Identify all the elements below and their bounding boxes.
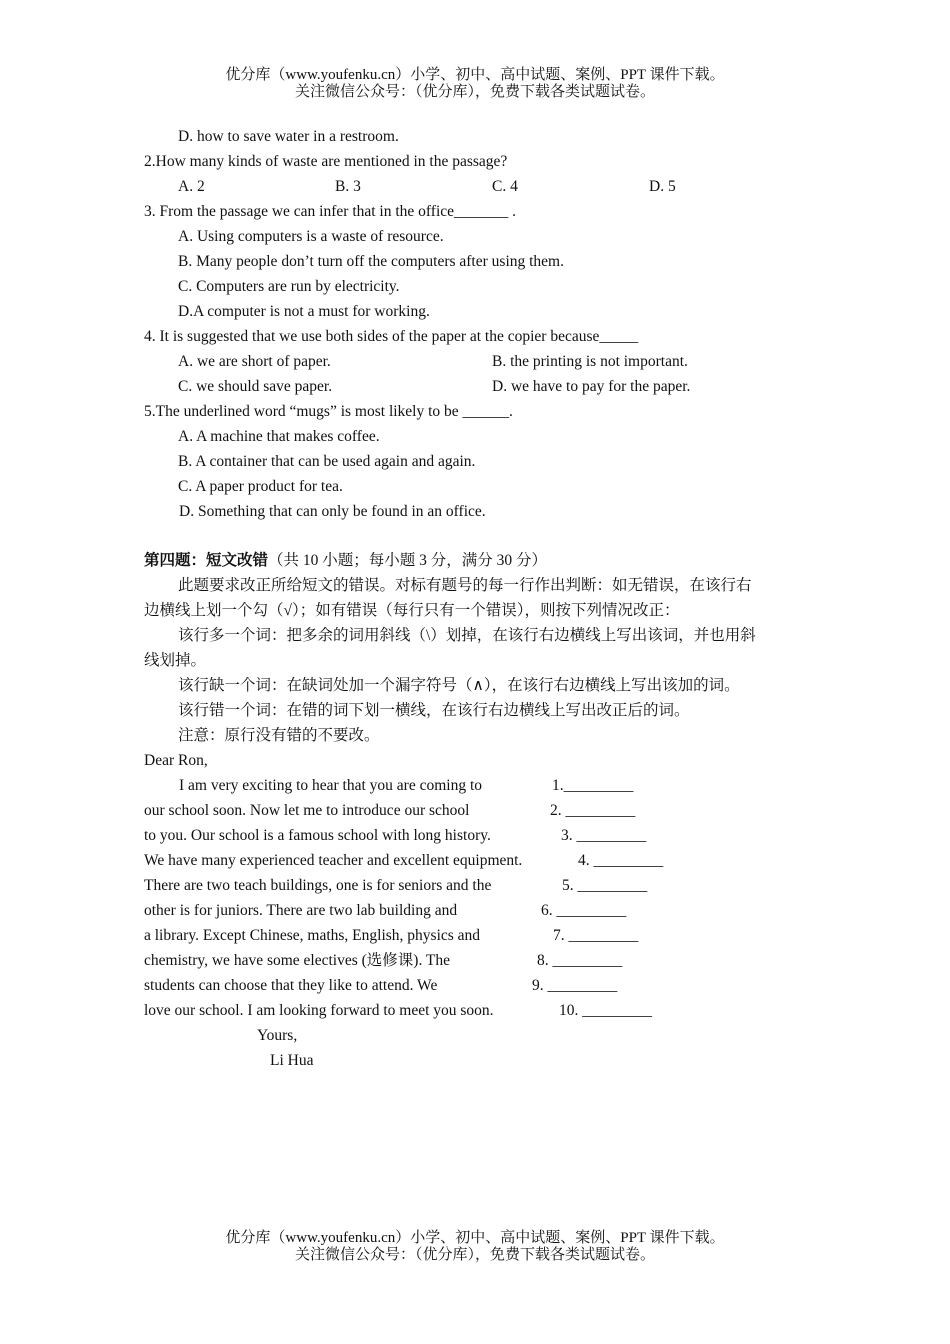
letter-line-4: We have many experienced teacher and excellent equipment. xyxy=(144,852,523,869)
q5-option-d: D. Something that can only be found in an office. xyxy=(179,503,486,520)
instruction-4: 线划掉。 xyxy=(144,652,207,669)
header-line-2: 关注微信公众号：（优分库），免费下载各类试题试卷。 xyxy=(294,84,655,100)
q3-stem: 3. From the passage we can infer that in the office_______ . xyxy=(144,203,517,220)
instruction-3: 该行多一个词：把多余的词用斜线（\）划掉，在该行右边横线上写出该词，并也用斜 xyxy=(178,627,756,644)
q3-option-a: A. Using computers is a waste of resource. xyxy=(178,228,444,245)
section4-score-note: （共 10 小题；每小题 3 分，满分 30 分） xyxy=(268,552,548,569)
q4-option-c: C. we should save paper. xyxy=(178,378,333,395)
answer-blank-5: 5. _________ xyxy=(562,877,648,894)
q4-option-b: B. the printing is not important. xyxy=(492,353,688,370)
q4-option-d: D. we have to pay for the paper. xyxy=(492,378,691,395)
letter-line-7: a library. Except Chinese, maths, English, physics and xyxy=(144,927,481,944)
instruction-6: 该行错一个词：在错的词下划一横线，在该行右边横线上写出改正后的词。 xyxy=(178,702,690,719)
q2-option-a: A. 2 xyxy=(178,178,205,195)
q2-option-d: D. 5 xyxy=(649,178,676,195)
answer-blank-6: 6. _________ xyxy=(541,902,627,919)
answer-blank-7: 7. _________ xyxy=(553,927,639,944)
letter-line-8: chemistry, we have some electives (选修课). The xyxy=(144,952,451,969)
letter-closing: Yours, xyxy=(257,1027,298,1044)
q2-option-b: B. 3 xyxy=(335,178,361,195)
answer-blank-3: 3. _________ xyxy=(561,827,647,844)
q4-stem: 4. It is suggested that we use both sides of the paper at the copier because_____ xyxy=(144,328,639,345)
answer-blank-9: 9. _________ xyxy=(532,977,618,994)
letter-line-5: There are two teach buildings, one is for seniors and the xyxy=(144,877,492,894)
answer-blank-8: 8. _________ xyxy=(537,952,623,969)
answer-blank-1: 1._________ xyxy=(552,777,634,794)
letter-line-2: our school soon. Now let me to introduce our school xyxy=(144,802,470,819)
answer-blank-10: 10. _________ xyxy=(559,1002,652,1019)
page-header xyxy=(0,67,950,101)
section4-heading xyxy=(144,551,547,571)
q3-option-b: B. Many people don’t turn off the computers after using them. xyxy=(178,253,564,270)
section4-title: 第四题：短文改错 xyxy=(144,552,269,569)
instruction-2: 边横线上划一个勾（√）；如有错误（每行只有一个错误），则按下列情况改正： xyxy=(144,602,680,619)
q5-stem: 5.The underlined word “mugs” is most likely to be ______. xyxy=(144,403,513,420)
instruction-5: 该行缺一个词：在缺词处加一个漏字符号（∧），在该行右边横线上写出该加的词。 xyxy=(178,677,740,694)
letter-signature: Li Hua xyxy=(270,1052,314,1069)
instruction-7: 注意：原行没有错的不要改。 xyxy=(178,727,380,744)
letter-line-1: I am very exciting to hear that you are coming to xyxy=(179,777,483,794)
instruction-1: 此题要求改正所给短文的错误。对标有题号的每一行作出判断：如无错误，在该行右 xyxy=(178,577,752,594)
answer-blank-2: 2. _________ xyxy=(550,802,636,819)
q1-option-d: D. how to save water in a restroom. xyxy=(178,128,399,145)
letter-greeting: Dear Ron, xyxy=(144,752,208,769)
page-footer xyxy=(0,1230,950,1264)
footer-line-2: 关注微信公众号：（优分库），免费下载各类试题试卷。 xyxy=(294,1247,655,1263)
q2-stem: 2.How many kinds of waste are mentioned in the passage? xyxy=(144,153,508,170)
footer-line-1: 优分库（www.youfenku.cn）小学、初中、高中试题、案例、PPT 课件下载。 xyxy=(225,1230,725,1246)
letter-line-9: students can choose that they like to attend. We xyxy=(144,977,438,994)
q5-option-a: A. A machine that makes coffee. xyxy=(178,428,380,445)
q4-option-a: A. we are short of paper. xyxy=(178,353,331,370)
answer-blank-4: 4. _________ xyxy=(578,852,664,869)
letter-line-6: other is for juniors. There are two lab building and xyxy=(144,902,458,919)
q3-option-c: C. Computers are run by electricity. xyxy=(178,278,400,295)
q5-option-c: C. A paper product for tea. xyxy=(178,478,343,495)
letter-line-10: love our school. I am looking forward to meet you soon. xyxy=(144,1002,494,1019)
letter-line-3: to you. Our school is a famous school with long history. xyxy=(144,827,491,844)
q3-option-d: D.A computer is not a must for working. xyxy=(178,303,430,320)
header-line-1: 优分库（www.youfenku.cn）小学、初中、高中试题、案例、PPT 课件下载。 xyxy=(225,67,725,83)
q5-option-b: B. A container that can be used again and again. xyxy=(178,453,476,470)
q2-option-c: C. 4 xyxy=(492,178,518,195)
